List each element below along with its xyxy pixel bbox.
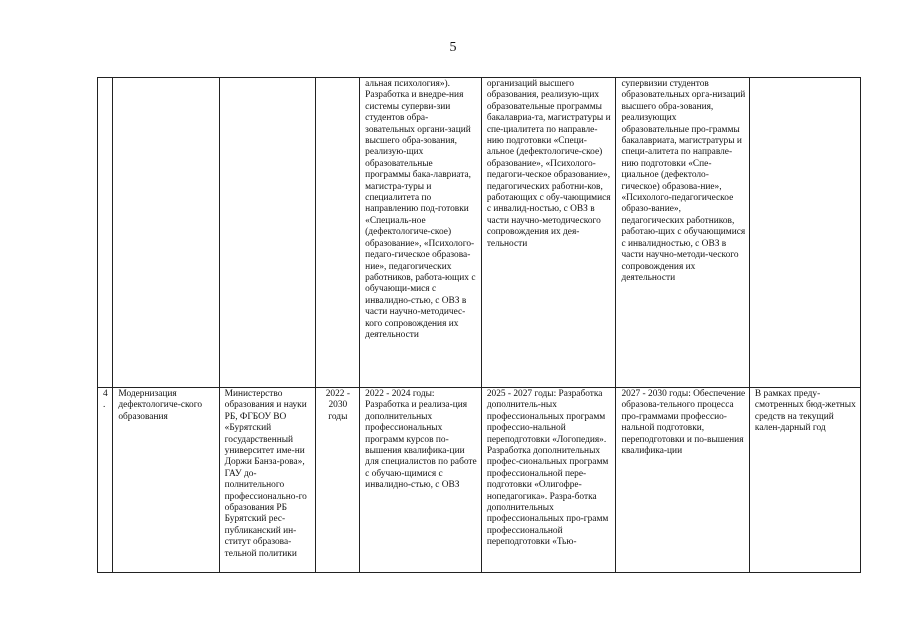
table-row-continuation [98, 78, 861, 388]
cell-stage-1: 2022 - 2024 годы: Разработка и реализа-ция дополнительных профессиональных программ курсов по-вышения квалифика-ции для специалистов по работе с обучаю-щимися с инвалидно-стью, с ОВЗ [360, 388, 482, 573]
cell-executor [219, 78, 316, 388]
measures-table [97, 77, 861, 573]
cell-period [316, 78, 360, 388]
cell-funding: В рамках преду-смотренных бюд-жетных средств на текущий кален-дарный год [749, 388, 860, 573]
cell-stage-3: супервизии студентов образовательных орга-низаций высшего обра-зования, реализующих образовательные про-граммы бакалавриата, магистратуры и специ-алитета по направле-нию подготовки «Спе-циальное (дефектоло-гическое) образова-ние», «Психолого-педагогическое образо-вание», педагогических работников, работаю-щих с обучающимися с инвалидностью, с ОВЗ в части научно-методи-ческого сопровождения их деятельности [616, 78, 749, 388]
cell-number [98, 78, 113, 388]
table-row-4 [98, 388, 861, 573]
cell-stage-3: 2027 - 2030 годы: Обеспечение образова-тельного процесса про-граммами профессио-нальной подготовки, переподготовки и по-вышения квалифика-ции [616, 388, 749, 573]
cell-stage-1: альная психология»). Разработка и внедре-ния системы суперви-зии студентов обра-зовательных органи-заций высшего обра-зования, реализую-щих образовательные программы бака-лавриата, магистра-туры и специалитета по направлению под-готовки «Специаль-ное (дефектологиче-ское) образование», «Психолого-педаго-гическое образова-ние», педагогических работников, работа-ющих с обучающи-мися с инвалидно-стью, с ОВЗ в части научно-методичес-кого сопровождения их деятельности [360, 78, 482, 388]
cell-stage-2: организаций высшего образования, реализую-щих образовательные программы бакалавриа-та, магистратуры и спе-циалитета по направле-нию подготовки «Специ-альное (дефектологиче-ское) образование», «Психолого-педагоги-ческое образование», педагогических работни-ков, работающих с обу-чающимися с инвалид-ностью, с ОВЗ в части научно-методического сопровождения их дея-тельности [481, 78, 616, 388]
cell-number: 4. [98, 388, 113, 573]
cell-event [113, 78, 219, 388]
cell-executor: Министерство образования и науки РБ, ФГБОУ ВО «Бурятский государственный университет име-ни Доржи Банза-рова», ГАУ до-полнительного профессионально-го образования РБ Бурятский рес-публиканский ин-ститут образова-тельной политики [219, 388, 316, 573]
cell-event: Модернизация дефектологиче-ского образования [113, 388, 219, 573]
cell-funding [749, 78, 860, 388]
cell-period: 2022 - 2030 годы [316, 388, 360, 573]
cell-stage-2: 2025 - 2027 годы: Разработка дополнитель-ных профессиональных программ профессио-нальной переподготовки «Логопедия». Разработка дополнительных профес-сиональных программ профессиональной пере-подготовки «Олигофре-нопедагогика». Разра-ботка дополнительных профессиональных про-грамм профессиональной переподготовки «Тью- [481, 388, 616, 573]
page-number: 5 [449, 40, 457, 55]
